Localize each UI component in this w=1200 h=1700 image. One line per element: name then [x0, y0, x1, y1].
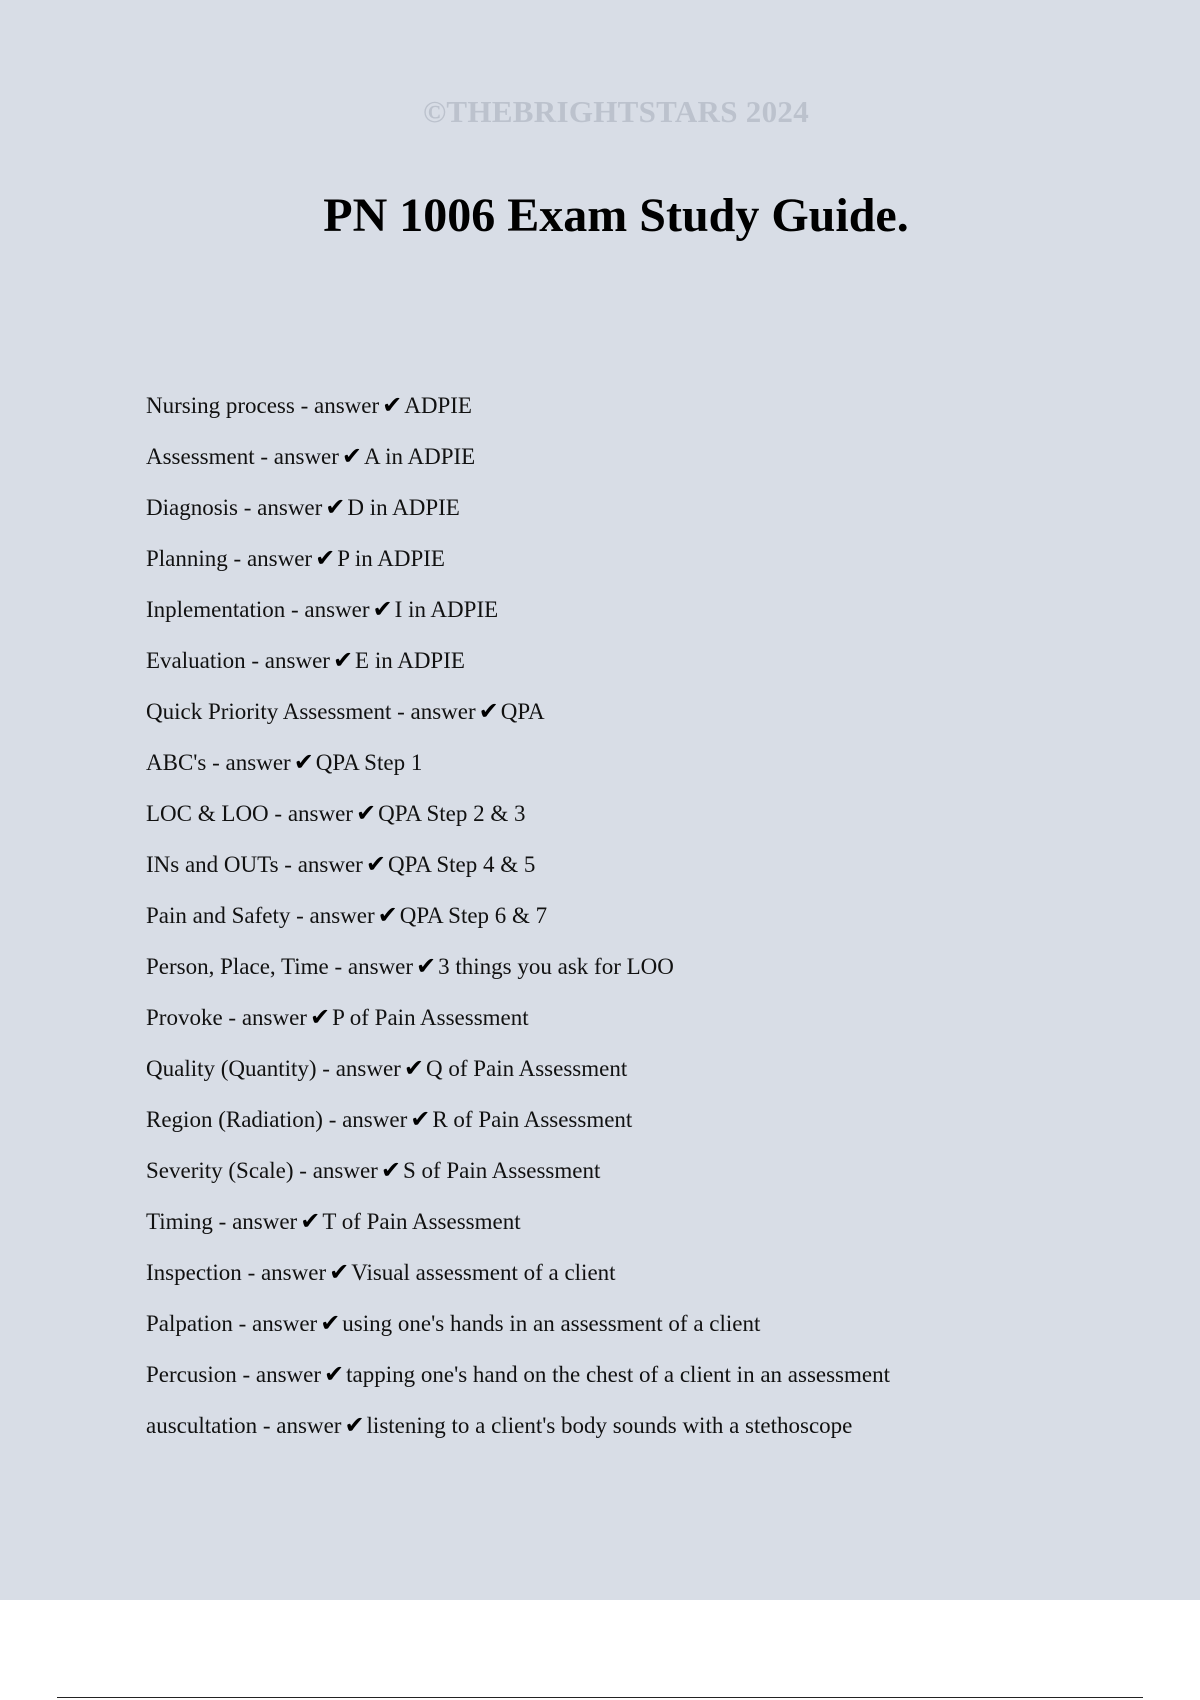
qa-term: Diagnosis [146, 495, 238, 520]
check-icon: ✔ [315, 544, 336, 572]
qa-answer: QPA Step 2 & 3 [378, 801, 526, 826]
qa-separator: - answer [212, 750, 291, 775]
qa-separator: - answer [284, 852, 363, 877]
check-icon: ✔ [329, 1258, 350, 1286]
qa-item [146, 1098, 890, 1149]
qa-term: Quality (Quantity) [146, 1056, 317, 1081]
qa-separator: - answer [243, 495, 323, 520]
qa-answer: QPA [500, 699, 545, 724]
qa-answer: Visual assessment of a client [351, 1260, 616, 1285]
qa-item [146, 792, 890, 843]
qa-answer: QPA Step 4 & 5 [387, 852, 536, 877]
check-icon: ✔ [344, 1411, 365, 1439]
qa-term: Timing [146, 1209, 213, 1234]
check-icon: ✔ [341, 442, 363, 470]
qa-term: Quick Priority Assessment [146, 699, 392, 724]
qa-separator: - answer [238, 1311, 318, 1336]
qa-item [146, 690, 890, 741]
qa-separator: - answer [262, 1413, 342, 1438]
qa-answer: T of Pain Assessment [322, 1209, 521, 1234]
check-icon: ✔ [403, 1054, 424, 1082]
qa-term: Nursing process [146, 393, 295, 418]
qa-answer: R of Pain Assessment [432, 1107, 633, 1132]
qa-answer: ADPIE [404, 393, 472, 418]
qa-term: ABC's [146, 750, 207, 775]
qa-separator: - answer [247, 1260, 327, 1285]
qa-separator: - answer [299, 1158, 378, 1183]
qa-answer: Q of Pain Assessment [425, 1056, 628, 1081]
qa-separator: - answer [300, 393, 380, 418]
qa-term: Inspection [146, 1260, 242, 1285]
qa-item [146, 741, 890, 792]
check-icon: ✔ [377, 901, 398, 929]
check-icon: ✔ [300, 1207, 321, 1235]
qa-item [146, 1302, 890, 1353]
qa-separator: - answer [328, 1107, 408, 1132]
qa-item [146, 1251, 890, 1302]
check-icon: ✔ [372, 595, 393, 623]
check-icon: ✔ [365, 850, 386, 878]
check-icon: ✔ [380, 1156, 401, 1184]
qa-answer: tapping one's hand on the chest of a client in an assessment [346, 1362, 890, 1387]
qa-item [146, 384, 890, 435]
qa-answer: I in ADPIE [394, 597, 499, 622]
check-icon: ✔ [410, 1105, 431, 1133]
qa-separator: - answer [291, 597, 370, 622]
qa-item [146, 945, 890, 996]
qa-separator: - answer [218, 1209, 298, 1234]
qa-answer: A in ADPIE [364, 444, 476, 469]
check-icon: ✔ [355, 799, 377, 827]
qa-separator: - answer [242, 1362, 322, 1387]
qa-term: Assessment [146, 444, 255, 469]
qa-separator: - answer [334, 954, 414, 979]
check-icon: ✔ [382, 391, 403, 419]
qa-separator: - answer [296, 903, 375, 928]
page-title: PN 1006 Exam Study Guide. [323, 189, 909, 242]
check-icon: ✔ [309, 1003, 331, 1031]
qa-answer: D in ADPIE [347, 495, 460, 520]
qa-term: LOC & LOO [146, 801, 269, 826]
check-icon: ✔ [293, 748, 314, 776]
qa-separator: - answer [233, 546, 313, 571]
qa-item [146, 435, 890, 486]
qa-answer: S of Pain Assessment [402, 1158, 601, 1183]
qa-separator: - answer [397, 699, 476, 724]
qa-term: Provoke [146, 1005, 223, 1030]
qa-term: Pain and Safety [146, 903, 291, 928]
qa-separator: - answer [322, 1056, 401, 1081]
check-icon: ✔ [478, 697, 499, 725]
qa-term: INs and OUTs [146, 852, 279, 877]
qa-item [146, 996, 890, 1047]
qa-term: Percusion [146, 1362, 237, 1387]
qa-term: Inplementation [146, 597, 286, 622]
qa-item [146, 1404, 890, 1455]
check-icon: ✔ [332, 646, 354, 674]
check-icon: ✔ [416, 952, 437, 980]
qa-item [146, 1047, 890, 1098]
check-icon: ✔ [324, 1360, 345, 1388]
qa-list [146, 384, 890, 1455]
footer-rule [57, 1697, 1143, 1698]
qa-answer: listening to a client's body sounds with a stethoscope [366, 1413, 853, 1438]
qa-term: Person, Place, Time [146, 954, 329, 979]
watermark-text: ©THEBRIGHTSTARS 2024 [422, 94, 810, 129]
check-icon: ✔ [320, 1309, 341, 1337]
qa-item [146, 588, 890, 639]
qa-item [146, 843, 890, 894]
qa-term: Planning [146, 546, 228, 571]
qa-answer: E in ADPIE [355, 648, 465, 673]
qa-answer: P in ADPIE [337, 546, 445, 571]
qa-item [146, 639, 890, 690]
qa-item [146, 1353, 890, 1404]
qa-answer: QPA Step 1 [315, 750, 423, 775]
check-icon: ✔ [325, 493, 346, 521]
qa-term: auscultation [146, 1413, 258, 1438]
qa-item [146, 1200, 890, 1251]
qa-answer: P of Pain Assessment [332, 1005, 529, 1030]
qa-term: Severity (Scale) [146, 1158, 294, 1183]
qa-item [146, 537, 890, 588]
qa-separator: - answer [228, 1005, 307, 1030]
qa-item [146, 894, 890, 945]
qa-separator: - answer [260, 444, 339, 469]
qa-separator: - answer [251, 648, 330, 673]
qa-answer: using one's hands in an assessment of a client [342, 1311, 761, 1336]
qa-term: Region (Radiation) [146, 1107, 323, 1132]
qa-answer: QPA Step 6 & 7 [399, 903, 548, 928]
qa-term: Evaluation [146, 648, 246, 673]
qa-item [146, 1149, 890, 1200]
qa-answer: 3 things you ask for LOO [438, 954, 674, 979]
qa-item [146, 486, 890, 537]
qa-term: Palpation [146, 1311, 233, 1336]
qa-separator: - answer [274, 801, 353, 826]
